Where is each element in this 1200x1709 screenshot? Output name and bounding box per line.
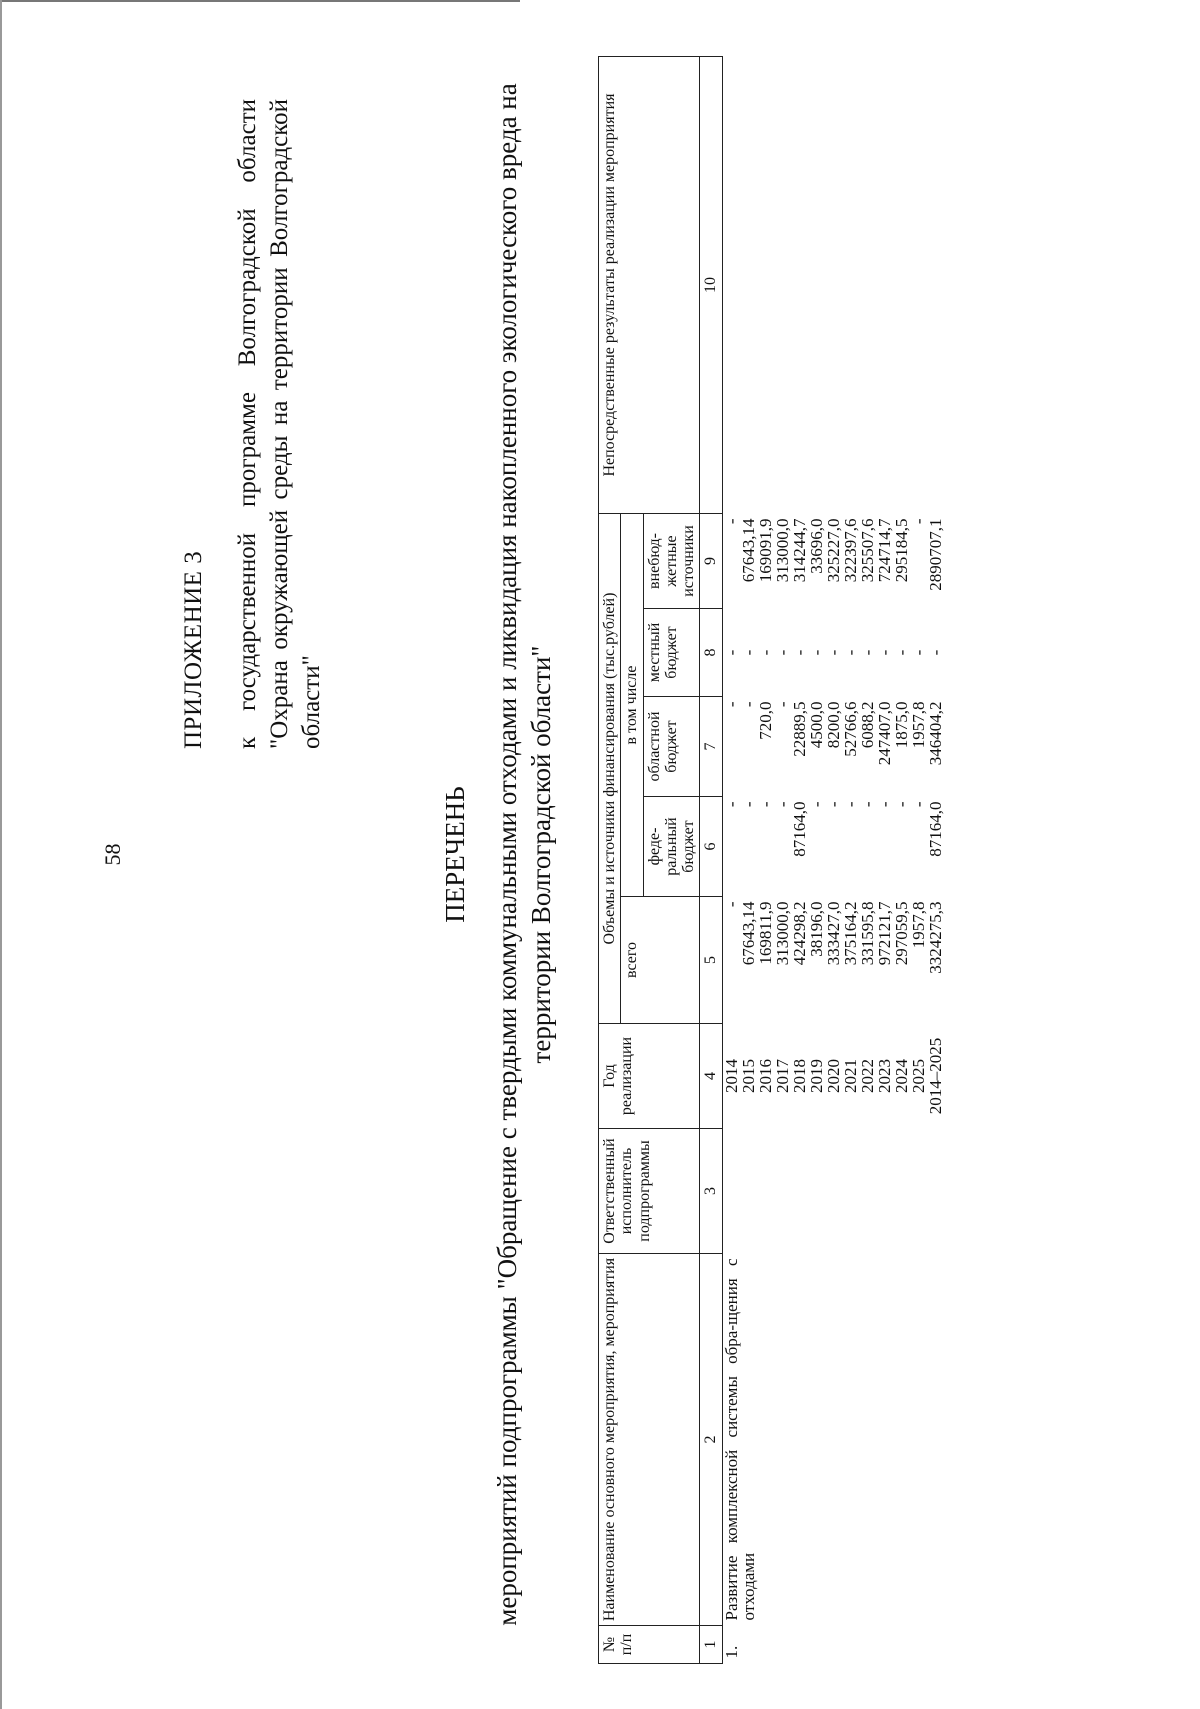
row-regional: 1875,0 bbox=[891, 701, 911, 749]
header-year: Год реализации bbox=[599, 1024, 700, 1129]
row-regional: 6088,2 bbox=[857, 701, 877, 749]
header-results: Непосредственные результаты реализации мероприятия bbox=[599, 57, 700, 514]
row-total: 972121,7 bbox=[874, 901, 894, 966]
header-federal: феде-ральный бюджет bbox=[643, 797, 700, 897]
row-regional: 247407,0 bbox=[874, 701, 894, 766]
row-local: - bbox=[891, 649, 911, 656]
row-local: - bbox=[806, 649, 826, 656]
row-regional: 346404,2 bbox=[925, 701, 945, 766]
row-federal: - bbox=[874, 801, 894, 808]
row-extra: 325227,0 bbox=[823, 518, 843, 583]
row-extra: 325507,6 bbox=[857, 518, 877, 583]
row-year: 2018 bbox=[789, 1059, 809, 1093]
document-subtitle: мероприятий подпрограммы "Обращение с твердыми коммунальными отходами и ликвидация накопленного экологического вреда на территории Волгоградской области" bbox=[492, 83, 557, 1626]
header-num: № п/п bbox=[599, 1626, 700, 1664]
row-year: 2019 bbox=[806, 1059, 826, 1093]
row-regional: - bbox=[721, 701, 741, 708]
row-local: - bbox=[738, 649, 758, 656]
row-federal: - bbox=[891, 801, 911, 808]
column-number: 1 bbox=[700, 1626, 722, 1664]
header-executor: Ответственный исполнитель подпрограммы bbox=[599, 1129, 700, 1254]
row-total: 1957,8 bbox=[908, 901, 928, 949]
row-regional: 22889,5 bbox=[789, 701, 809, 757]
column-number: 10 bbox=[700, 57, 722, 514]
column-number: 9 bbox=[700, 514, 722, 609]
row-local: - bbox=[772, 649, 792, 656]
row-federal: - bbox=[772, 801, 792, 808]
row-extra: - bbox=[721, 518, 741, 525]
row-regional: - bbox=[738, 701, 758, 708]
row-total: 333427,0 bbox=[823, 901, 843, 966]
header-funding: Объемы и источники финансирования (тыс.рублей) bbox=[599, 514, 621, 1024]
row-year: 2014 bbox=[721, 1059, 741, 1093]
row-year: 2025 bbox=[908, 1059, 928, 1093]
row-executor bbox=[722, 1129, 944, 1254]
table-row bbox=[722, 57, 740, 1664]
header-name: Наименование основного мероприятия, мероприятия bbox=[599, 1254, 700, 1626]
row-extra: 33696,0 bbox=[806, 518, 826, 574]
row-total: 297059,5 bbox=[891, 901, 911, 966]
row-total: 313000,0 bbox=[772, 901, 792, 966]
column-number: 3 bbox=[700, 1129, 722, 1254]
row-extra: 313000,0 bbox=[772, 518, 792, 583]
measures-table bbox=[598, 56, 944, 1664]
row-local: - bbox=[840, 649, 860, 656]
row-results bbox=[722, 57, 944, 514]
column-numbers-row bbox=[700, 57, 722, 1664]
header-local: местный бюджет bbox=[643, 609, 700, 697]
row-total: 3324275,3 bbox=[925, 901, 945, 974]
row-regional: 4500,0 bbox=[806, 701, 826, 749]
row-year: 2024 bbox=[891, 1059, 911, 1093]
row-extra: 724714,7 bbox=[874, 518, 894, 583]
row-regional: - bbox=[772, 701, 792, 708]
row-local: - bbox=[874, 649, 894, 656]
row-total: 424298,2 bbox=[789, 901, 809, 966]
column-number: 6 bbox=[700, 797, 722, 897]
row-year: 2021 bbox=[840, 1059, 860, 1093]
row-year: 2017 bbox=[772, 1059, 792, 1093]
row-year: 2020 bbox=[823, 1059, 843, 1093]
row-federal: - bbox=[857, 801, 877, 808]
row-federal: - bbox=[840, 801, 860, 808]
row-federal: - bbox=[806, 801, 826, 808]
row-federal: - bbox=[755, 801, 775, 808]
row-extra: 295184,5 bbox=[891, 518, 911, 583]
row-local: - bbox=[755, 649, 775, 656]
row-regional: 720,0 bbox=[755, 701, 775, 740]
row-extra: 169091,9 bbox=[755, 518, 775, 583]
row-local: - bbox=[823, 649, 843, 656]
row-total: 67643,14 bbox=[738, 901, 758, 966]
row-local: - bbox=[908, 649, 928, 656]
row-extra: 322397,6 bbox=[840, 518, 860, 583]
row-year: 2023 bbox=[874, 1059, 894, 1093]
row-federal: 87164,0 bbox=[789, 801, 809, 857]
row-extra: 314244,7 bbox=[789, 518, 809, 583]
row-total: 38196,0 bbox=[806, 901, 826, 957]
row-year: 2016 bbox=[755, 1059, 775, 1093]
row-local: - bbox=[857, 649, 877, 656]
column-number: 4 bbox=[700, 1024, 722, 1129]
row-federal: - bbox=[908, 801, 928, 808]
header-extra: внебюд-жетные источники bbox=[643, 514, 700, 609]
row-total: 169811,9 bbox=[755, 901, 775, 965]
appendix-subtitle: к государственной программе Волгоградской области "Охрана окружающей среды на территории Волгоградской области" bbox=[234, 99, 325, 749]
row-extra: 2890707,1 bbox=[925, 518, 945, 591]
row-name: Развитие комплексной системы обра-щения с отходами bbox=[721, 1258, 758, 1621]
row-federal: - bbox=[721, 801, 741, 808]
column-number: 2 bbox=[700, 1254, 722, 1626]
header-including: в том числе bbox=[621, 514, 643, 897]
row-total: 331595,8 bbox=[857, 901, 877, 966]
row-local: - bbox=[789, 649, 809, 656]
row-federal: 87164,0 bbox=[925, 801, 945, 857]
row-federal: - bbox=[738, 801, 758, 808]
document-title: ПЕРЕЧЕНЬ bbox=[440, 786, 470, 923]
row-total: - bbox=[721, 901, 741, 908]
appendix-title: ПРИЛОЖЕНИЕ 3 bbox=[180, 550, 207, 749]
row-extra: 67643,14 bbox=[738, 518, 758, 583]
column-number: 7 bbox=[700, 697, 722, 797]
row-local: - bbox=[721, 649, 741, 656]
row-extra: - bbox=[908, 518, 928, 525]
row-regional: 52766,6 bbox=[840, 701, 860, 757]
row-local: - bbox=[925, 649, 945, 656]
row-year: 2015 bbox=[738, 1059, 758, 1093]
table-body bbox=[722, 57, 944, 1664]
column-number: 5 bbox=[700, 897, 722, 1024]
row-num: 1. bbox=[721, 1645, 741, 1659]
header-total: всего bbox=[621, 897, 700, 1024]
row-total: 375164,2 bbox=[840, 901, 860, 966]
row-federal: - bbox=[823, 801, 843, 808]
page-number: 58 bbox=[100, 843, 125, 866]
column-number: 8 bbox=[700, 609, 722, 697]
header-regional: областной бюджет bbox=[643, 697, 700, 797]
row-regional: 8200,0 bbox=[823, 701, 843, 749]
row-regional: 1957,8 bbox=[908, 701, 928, 749]
row-year: 2014–2025 bbox=[925, 1037, 945, 1115]
row-year: 2022 bbox=[857, 1059, 877, 1093]
